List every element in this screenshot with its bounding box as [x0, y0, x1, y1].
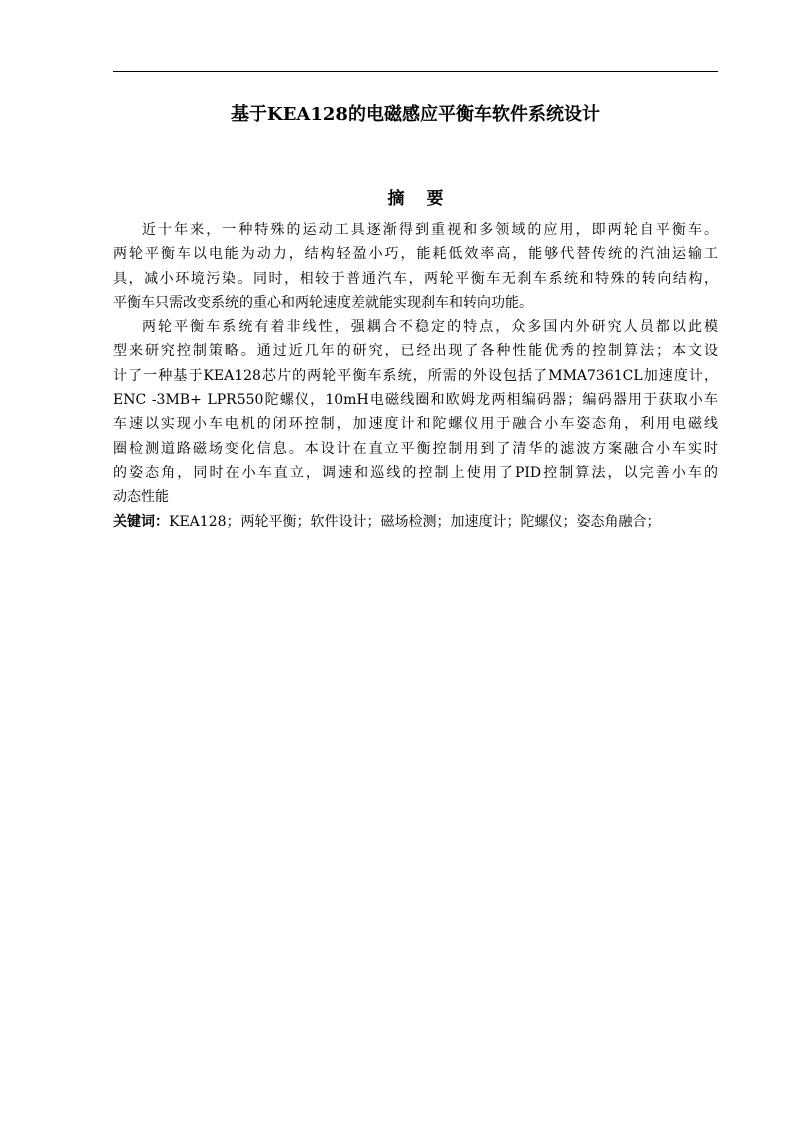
keywords	[113, 510, 718, 534]
abstract-heading: 摘要	[387, 189, 466, 209]
document-title: 基于KEA128的电磁感应平衡车软件系统设计	[231, 104, 600, 125]
abstract-body	[113, 218, 718, 534]
paragraph-line: 的姿态角，同时在小车直立，调速和巡线的控制上使用了PID控制算法，以完善小车的	[113, 464, 718, 481]
abstract-paragraph-1	[113, 218, 718, 315]
paragraph-line: 具，减小环境污染。同时，相较于普通汽车，两轮平衡车无刹车系统和特殊的转向结构，	[113, 270, 718, 287]
paragraph-line: 平衡车只需改变系统的重心和两轮速度差就能实现刹车和转向功能。	[113, 294, 533, 311]
paragraph-line: 圈检测道路磁场变化信息。本设计在直立平衡控制用到了清华的滤波方案融合小车实时	[113, 440, 718, 457]
paragraph-line: 近十年来，一种特殊的运动工具逐渐得到重视和多领域的应用，即两轮自平衡车。	[142, 222, 718, 238]
abstract-paragraph-2	[113, 315, 718, 509]
header-rule	[113, 71, 718, 72]
paragraph-line: 两轮平衡车系统有着非线性，强耦合不稳定的特点，众多国内外研究人员都以此模	[142, 319, 718, 336]
keywords-text: KEA128；两轮平衡；软件设计；磁场检测；加速度计；陀螺仪；姿态角融合；	[169, 513, 661, 530]
paragraph-line: 车速以实现小车电机的闭环控制，加速度计和陀螺仪用于融合小车姿态角，利用电磁线	[113, 416, 718, 433]
paragraph-line: ENC -3MB+ LPR550陀螺仪，10mH电磁线圈和欧姆龙两相编码器；编码器用于获取小车	[113, 392, 718, 409]
keywords-label: 关键词：	[113, 513, 169, 530]
paragraph-line: 动态性能	[113, 489, 169, 506]
paragraph-line: 计了一种基于KEA128芯片的两轮平衡车系统，所需的外设包括了MMA7361CL加速度计，	[113, 367, 718, 384]
paragraph-line: 两轮平衡车以电能为动力，结构轻盈小巧，能耗低效率高，能够代替传统的汽油运输工	[113, 246, 718, 263]
paragraph-line: 型来研究控制策略。通过近几年的研究，已经出现了各种性能优秀的控制算法；本文设	[113, 343, 718, 360]
